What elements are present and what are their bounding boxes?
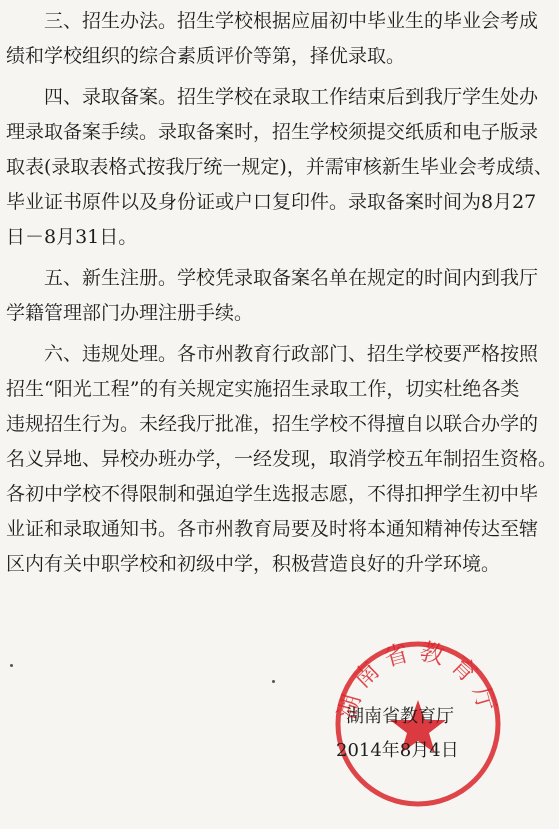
document-body <box>6 4 558 590</box>
scan-speck <box>10 664 13 667</box>
paragraph-line: 日－8月31日。 <box>6 226 138 248</box>
paragraph-line: 理录取备案手续。录取备案时，招生学校须提交纸质和电子版录 <box>6 121 539 143</box>
paragraph-line: 毕业证书原件以及身份证或户口复印件。录取备案时间为8月27 <box>6 191 537 213</box>
paragraph-admission-method <box>6 4 553 74</box>
paragraph-line: 五、新生注册。学校凭录取备案名单在规定的时间内到我厅 <box>44 267 539 289</box>
paragraph-violation-handling <box>6 337 558 582</box>
paragraph-line: 取表(录取表格式按我厅统一规定)，并需审核新生毕业会考成绩、 <box>6 156 553 178</box>
paragraph-line: 学籍管理部门办理注册手续。 <box>6 302 254 324</box>
seal-text: 湖南省教育厅 <box>332 638 504 723</box>
signature-block <box>336 700 536 768</box>
paragraph-line: 各初中学校不得限制和强迫学生选报志愿，不得扣押学生初中毕 <box>6 483 539 505</box>
issue-date: 2014年8月4日 <box>336 740 459 761</box>
paragraph-line: 三、招生办法。招生学校根据应届初中毕业生的毕业会考成 <box>44 10 539 32</box>
scan-speck <box>272 680 275 683</box>
paragraph-line: 名义异地、异校办班办学，一经发现，取消学校五年制招生资格。 <box>6 448 558 470</box>
paragraph-student-registration <box>6 261 553 331</box>
paragraph-line: 招生“阳光工程”的有关规定实施招生录取工作，切实杜绝各类 <box>6 378 520 400</box>
issuing-organization: 湖南省教育厅 <box>346 706 454 727</box>
paragraph-line: 区内有关中职学校和初级中学，积极营造良好的升学环境。 <box>6 553 501 575</box>
paragraph-admission-filing <box>6 80 553 255</box>
paragraph-line: 违规招生行为。未经我厅批准，招生学校不得擅自以联合办学的 <box>6 413 539 435</box>
paragraph-line: 六、违规处理。各市州教育行政部门、招生学校要严格按照 <box>44 343 539 365</box>
paragraph-line: 业证和录取通知书。各市州教育局要及时将本通知精神传达至辖 <box>6 518 539 540</box>
paragraph-line: 四、录取备案。招生学校在录取工作结束后到我厅学生处办 <box>44 86 539 108</box>
paragraph-line: 绩和学校组织的综合素质评价等第，择优录取。 <box>6 45 406 67</box>
